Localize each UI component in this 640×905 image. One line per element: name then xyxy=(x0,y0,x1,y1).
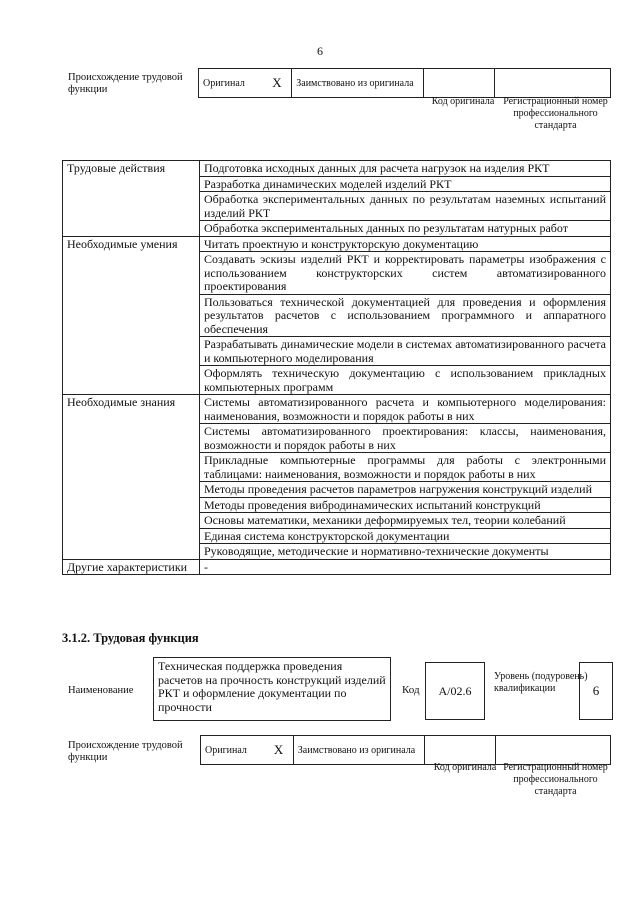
registration-number-cell xyxy=(495,736,610,765)
table-cell: Единая система конструкторской документации xyxy=(200,528,611,544)
registration-number-cell xyxy=(495,69,611,98)
table-row xyxy=(63,161,611,177)
table-cell: Методы проведения вибродинамических испытаний конструкций xyxy=(200,497,611,513)
table-cell: - xyxy=(200,559,611,575)
origin-table xyxy=(200,735,611,765)
table-cell: Обработка экспериментальных данных по результатам натурных работ xyxy=(200,221,611,237)
original-mark: X xyxy=(263,69,292,98)
qualification-level-box: 6 xyxy=(579,662,613,720)
table-row xyxy=(63,559,611,575)
caption-original-code: Код оригинала xyxy=(433,762,497,773)
caption-original-code: Код оригинала xyxy=(431,96,495,107)
table-cell: Разработка динамических моделей изделий РКТ xyxy=(200,176,611,192)
table-cell: Методы проведения расчетов параметров нагружения конструкций изделий xyxy=(200,482,611,498)
borrowed-label: Заимствовано из оригинала xyxy=(293,736,425,765)
table-cell: Системы автоматизированного расчета и компьютерного моделирования: наименования, возможности и порядок работы в них xyxy=(200,395,611,424)
table-cell: Основы математики, механики деформируемых тел, теории колебаний xyxy=(200,513,611,529)
labor-function-table xyxy=(62,160,611,575)
table-cell: Разрабатывать динамические модели в системах автоматизированного расчета и компьютерного моделирования xyxy=(200,337,611,366)
section-heading: 3.1.2. Трудовая функция xyxy=(62,631,199,645)
function-name-box: Техническая поддержка проведения расчетов на прочность конструкций изделий РКТ и оформление документации по прочности xyxy=(153,657,391,721)
qualification-level-label: Уровень (подуровень) квалификации xyxy=(494,671,588,694)
code-label: Код xyxy=(402,684,420,696)
origin-label: Происхождение трудовой функции xyxy=(68,740,183,763)
table-cell: Оформлять техническую документацию с использованием прикладных компьютерных программ xyxy=(200,366,611,395)
table-cell: Читать проектную и конструкторскую документацию xyxy=(200,236,611,252)
table-cell: Обработка экспериментальных данных по результатам наземных испытаний изделий РКТ xyxy=(200,192,611,221)
original-code-cell xyxy=(424,69,495,98)
origin-label: Происхождение трудовой функции xyxy=(68,72,183,95)
caption-registration-number: Регистрационный номер профессионального стандарта xyxy=(503,762,608,797)
borrowed-label: Заимствовано из оригинала xyxy=(292,69,424,98)
original-code-cell xyxy=(425,736,495,765)
row-group-label: Другие характеристики xyxy=(63,559,200,575)
table-cell: Руководящие, методические и нормативно-технические документы xyxy=(200,544,611,560)
table-cell: Создавать эскизы изделий РКТ и корректировать параметры изображения с использованием конструкторских систем автоматизированного проектирования xyxy=(200,252,611,295)
table-cell: Прикладные компьютерные программы для работы с электронными таблицами: наименования, возможности и порядок работы в них xyxy=(200,453,611,482)
table-row xyxy=(63,236,611,252)
row-group-label: Необходимые умения xyxy=(63,236,200,395)
row-group-label: Необходимые знания xyxy=(63,395,200,560)
page-number: 6 xyxy=(317,44,323,58)
table-cell: Системы автоматизированного проектирования: классы, наименования, возможности и порядок работы в них xyxy=(200,424,611,453)
function-code-box: A/02.6 xyxy=(425,662,485,720)
name-label: Наименование xyxy=(68,685,134,696)
caption-registration-number: Регистрационный номер профессионального стандарта xyxy=(503,96,608,131)
origin-table xyxy=(198,68,611,98)
row-group-label: Трудовые действия xyxy=(63,161,200,237)
original-label: Оригинал xyxy=(199,69,263,98)
original-mark: X xyxy=(264,736,293,765)
original-label: Оригинал xyxy=(201,736,265,765)
table-row xyxy=(63,395,611,424)
table-cell: Подготовка исходных данных для расчета нагрузок на изделия РКТ xyxy=(200,161,611,177)
table-cell: Пользоваться технической документацией для проведения и оформления результатов расчетов с использованием программного и аппаратного обеспечения xyxy=(200,294,611,337)
